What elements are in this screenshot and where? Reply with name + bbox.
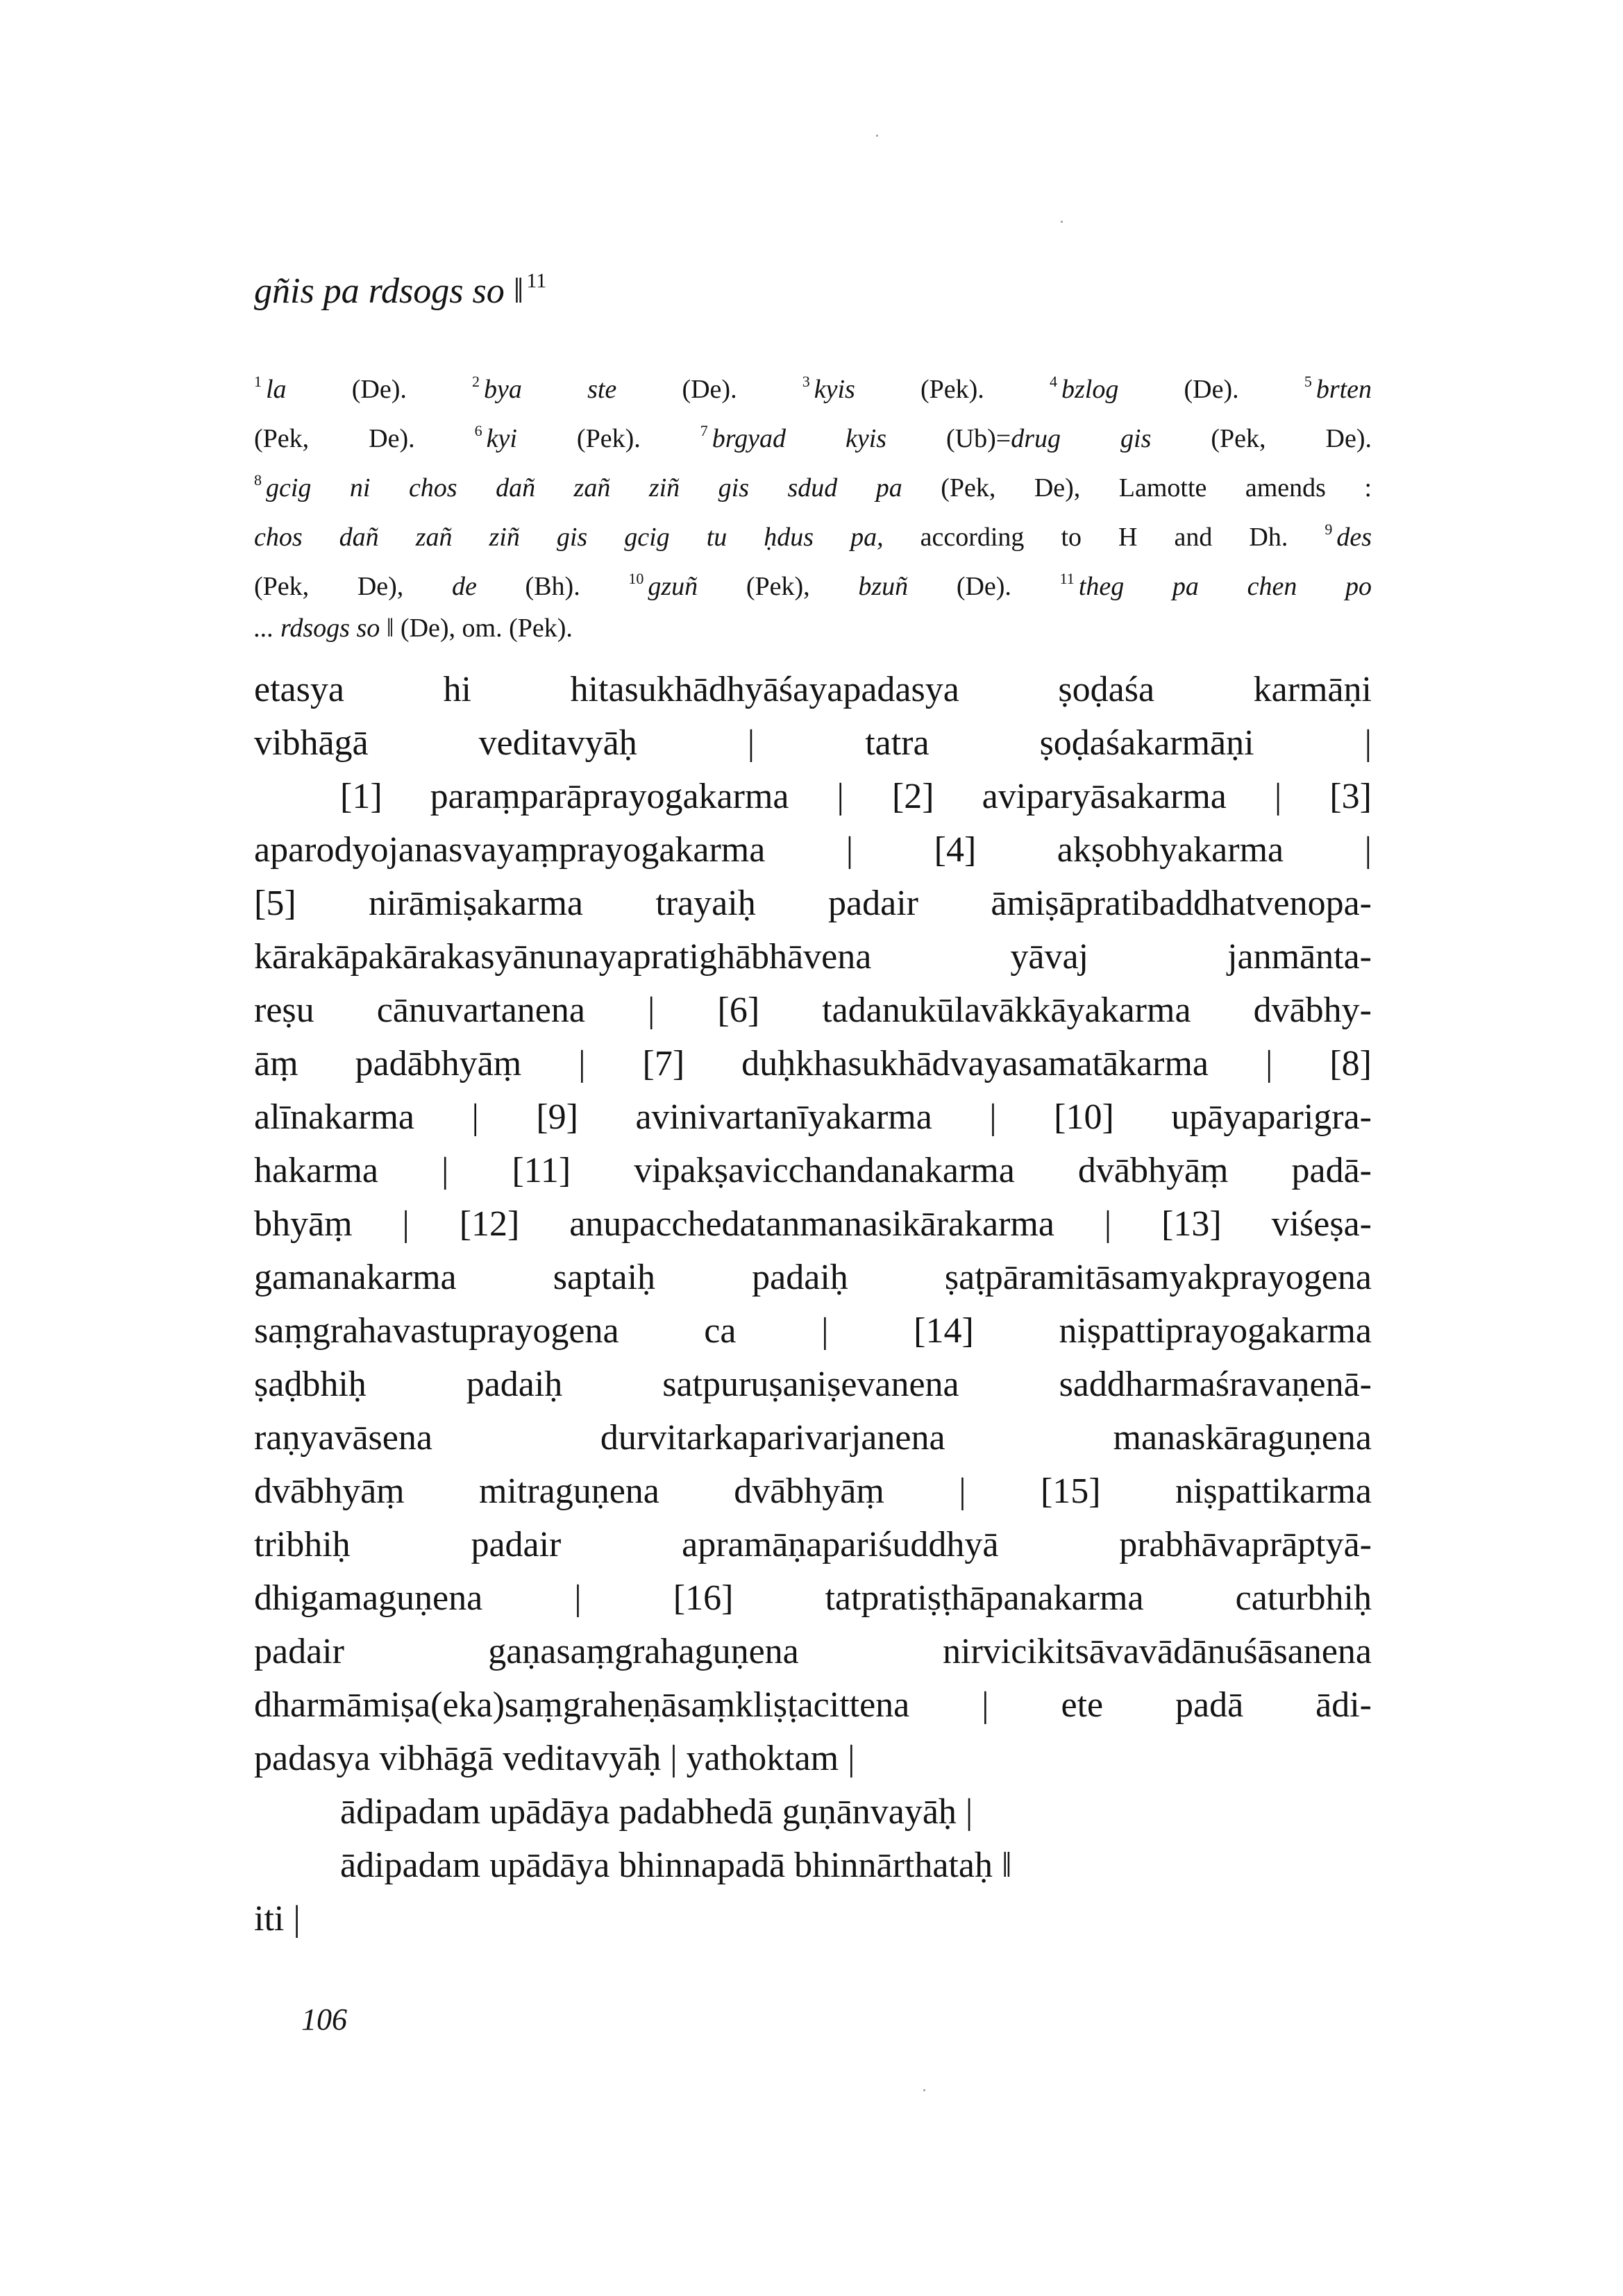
- body-line: ṣaḍbhiḥ padaiḥ satpuruṣaniṣevanena saddharmaśravaṇenā-: [254, 1365, 1372, 1404]
- footnote-number: 3: [802, 373, 810, 390]
- section-closing-text: gñis pa rdsogs so: [254, 271, 505, 311]
- footnote-text: ‖ (De), om. (Pek).: [380, 614, 573, 643]
- tibetan-variant: theg pa chen po: [1078, 572, 1372, 601]
- body-line: reṣu cānuvartanena | [6] tadanukūlavākkāyakarma dvābhy-: [254, 990, 1372, 1030]
- footnote-text: (Pek).: [516, 424, 700, 453]
- body-line: dvābhyāṃ mitraguṇena dvābhyāṃ | [15] niṣpattikarma: [254, 1471, 1372, 1511]
- footnote-number: 6: [474, 422, 482, 439]
- tibetan-variant: de: [451, 572, 477, 601]
- tibetan-variant: ... rdsogs so: [254, 614, 380, 643]
- tibetan-variant: gzuñ: [648, 572, 698, 601]
- footnote-number: 4: [1049, 373, 1057, 390]
- tibetan-variant: kyi: [486, 424, 517, 453]
- footnote-text: (Bh).: [476, 572, 629, 601]
- print-speck: [1061, 221, 1063, 223]
- double-bar-mark: ‖: [513, 271, 524, 311]
- body-line: gamanakarma saptaiḥ padaiḥ ṣaṭpāramitāsamyakprayogena: [254, 1258, 1372, 1297]
- footnote-text: (De).: [286, 375, 473, 404]
- footnote-text: (De).: [616, 375, 802, 404]
- tibetan-variant: chos dañ zañ ziñ gis gcig tu ḥdus pa,: [254, 523, 884, 552]
- tibetan-variant: la: [266, 375, 287, 404]
- footnote-number: 1: [254, 373, 262, 390]
- body-line: tribhiḥ padair apramāṇapariśuddhyā prabhāvaprāptyā-: [254, 1525, 1372, 1564]
- footnote-line: [254, 607, 1372, 649]
- body-line: kārakāpakārakasyānunayapratighābhāvena yāvaj janmānta-: [254, 937, 1372, 977]
- tibetan-variant: des: [1336, 523, 1372, 552]
- footnote-number: 11: [1059, 570, 1075, 587]
- verse-line: ādipadam upādāya padabhedā guṇānvayāḥ |: [340, 1792, 973, 1832]
- footnote-line: [254, 509, 1372, 558]
- footnote-text: (Ub)=: [886, 424, 1011, 453]
- footnote-text: according to H and Dh.: [883, 523, 1325, 552]
- section-closing-line: [254, 271, 546, 310]
- body-line: [5] nirāmiṣakarma trayaiḥ padair āmiṣāpratibaddhatvenopa-: [254, 884, 1372, 923]
- footnote-text: (Pek, De).: [254, 424, 475, 453]
- footnote-text: (Pek, De),: [254, 572, 452, 601]
- footnote-line: [254, 361, 1372, 410]
- body-line: aparodyojanasvayaṃprayogakarma | [4] akṣobhyakarma |: [254, 830, 1372, 870]
- body-line: saṃgrahavastuprayogena ca | [14] niṣpattiprayogakarma: [254, 1311, 1372, 1351]
- verse-line: ādipadam upādāya bhinnapadā bhinnārthataḥ ‖: [340, 1846, 1012, 1885]
- body-line: padasya vibhāgā veditavyāḥ | yathoktam |: [254, 1739, 855, 1778]
- page-number: 106: [301, 2002, 347, 2036]
- footnote-text: (Pek).: [855, 375, 1050, 404]
- footnote-number: 10: [628, 570, 644, 587]
- footnote-text: (Pek, De).: [1151, 424, 1372, 453]
- footnote-number: 7: [700, 422, 708, 439]
- footnote-reference: 11: [526, 269, 547, 292]
- main-text: [254, 663, 1372, 1785]
- verse-quotation: [340, 1785, 1381, 1892]
- body-line: padair gaṇasaṃgrahaguṇena nirvicikitsāvavādānuśāsanena: [254, 1632, 1372, 1671]
- tibetan-variant: drug gis: [1011, 424, 1152, 453]
- footnote-number: 2: [472, 373, 480, 390]
- print-speck: [923, 2089, 925, 2091]
- tibetan-variant: bya ste: [484, 375, 617, 404]
- tibetan-variant: gcig ni chos dañ zañ ziñ gis sdud pa: [266, 473, 902, 503]
- body-line: dhigamaguṇena | [16] tatpratiṣṭhāpanakarma caturbhiḥ: [254, 1578, 1372, 1618]
- body-line: raṇyavāsena durvitarkaparivarjanena manaskāraguṇena: [254, 1418, 1372, 1458]
- body-line: etasya hi hitasukhādhyāśayapadasya ṣoḍaśa karmāṇi: [254, 670, 1372, 709]
- footnote-number: 8: [254, 471, 262, 489]
- closing-word: iti |: [254, 1899, 301, 1939]
- footnote-line: [254, 459, 1372, 509]
- body-line: [1] paraṃparāprayogakarma | [2] aviparyāsakarma | [3]: [340, 777, 1372, 816]
- body-line: vibhāgā veditavyāḥ | tatra ṣoḍaśakarmāṇi |: [254, 723, 1372, 763]
- tibetan-variant: brgyad kyis: [712, 424, 887, 453]
- footnote-text: (Pek),: [698, 572, 859, 601]
- body-line: dharmāmiṣa(eka)saṃgraheṇāsaṃkliṣṭacittena | ete padā ādi-: [254, 1685, 1372, 1725]
- tibetan-variant: kyis: [814, 375, 855, 404]
- tibetan-variant: bzuñ: [858, 572, 909, 601]
- footnote-text: (De).: [908, 572, 1060, 601]
- footnote-text: (De).: [1118, 375, 1304, 404]
- body-line: bhyāṃ | [12] anupacchedatanmanasikārakarma | [13] viśeṣa-: [254, 1204, 1372, 1244]
- footnote-line: [254, 558, 1372, 607]
- footnote-line: [254, 410, 1372, 459]
- footnote-number: 9: [1325, 521, 1333, 538]
- footnote-number: 5: [1304, 373, 1312, 390]
- tibetan-variant: bzlog: [1061, 375, 1119, 404]
- body-line: alīnakarma | [9] avinivartanīyakarma | [10] upāyaparigra-: [254, 1097, 1372, 1137]
- print-speck: [876, 135, 878, 137]
- body-line: hakarma | [11] vipakṣavicchandanakarma dvābhyāṃ padā-: [254, 1151, 1372, 1190]
- body-line: āṃ padābhyāṃ | [7] duḥkhasukhādvayasamatākarma | [8]: [254, 1044, 1372, 1083]
- footnotes: [254, 361, 1372, 649]
- tibetan-variant: brten: [1315, 375, 1372, 404]
- footnote-text: (Pek, De), Lamotte amends :: [902, 473, 1372, 503]
